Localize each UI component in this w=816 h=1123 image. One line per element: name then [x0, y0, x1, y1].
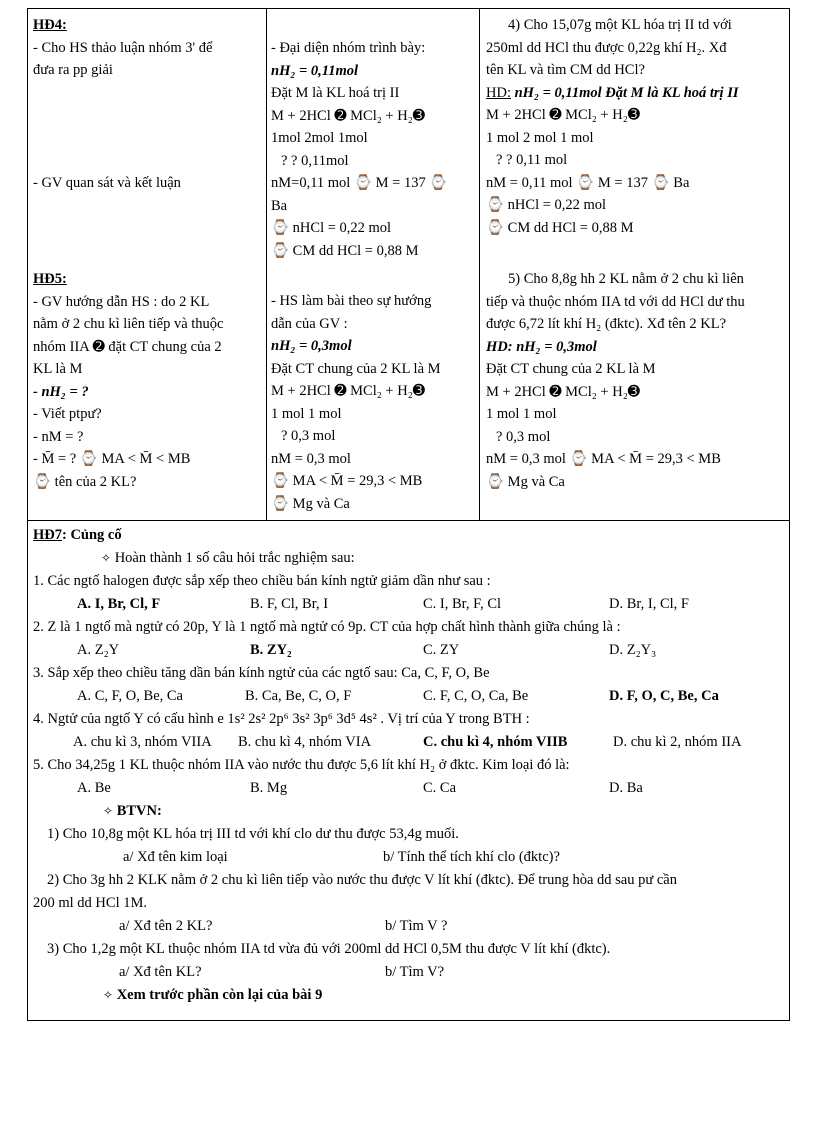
hd4-cm: ⌚ CM dd HCl = 0,88 M: [271, 242, 419, 259]
text-hd7-questions-3-opts-3: D. chu kì 2, nhóm IIA: [613, 734, 742, 750]
question-2-options: [33, 639, 783, 662]
text-hd7-btvn-2-q: 3) Cho 1,2g một KL thuộc nhóm IIA td vừa đủ với 200ml dd HCl 0,5M thu được V lít khí (đktc).: [47, 941, 611, 957]
section-divider: [27, 520, 790, 521]
text-hd7-questions-1-opts-2: C. ZY: [423, 642, 460, 658]
hd5-teacher-line-4: KL là M: [33, 361, 83, 377]
hd4-nm: nM=0,11 mol ⌚ M = 137 ⌚: [271, 175, 448, 191]
text-hd7-questions-4-opts-0: A. Be: [77, 780, 111, 796]
btvn-2-parts: [33, 915, 783, 938]
text-hd7-questions-4-opts-3: D. Ba: [609, 780, 643, 796]
hd4-hd-label: HD:: [486, 84, 511, 101]
text-hd7-btvn-1-b: b/ Tìm V ?: [385, 918, 448, 934]
star-icon: ✧: [103, 988, 114, 1002]
text-hd7-questions-2-opts-2: C. F, C, O, Ca, Be: [423, 688, 529, 704]
text-hd7-btvn-2-b: b/ Tìm V?: [385, 964, 445, 980]
text-hd7-questions-0-q: 1. Các ngtố halogen được sắp xếp theo chiều bán kính ngtử giảm dần như sau :: [33, 573, 491, 589]
question-4: [33, 708, 783, 731]
hd4-setm: Đặt M là KL hoá trị II: [271, 85, 400, 101]
btvn-2-cont: [33, 892, 783, 915]
question-2: [33, 616, 783, 639]
hd4-problem-column: [486, 14, 739, 239]
text-hd7-questions-3-opts-0: A. chu kì 3, nhóm VIIA: [73, 734, 212, 750]
hd4-teacher-line-1: - Cho HS thảo luận nhóm 3' để: [33, 39, 213, 56]
hd5-student-column: [271, 290, 441, 515]
text-hd7-questions-4-q: 5. Cho 34,25g 1 KL thuộc nhóm IIA vào nước thu được 5,6 lít khí H₂ ở đktc. Kim loại đó là:: [33, 757, 570, 773]
hd5-student-line-2: dẫn của GV :: [271, 315, 348, 332]
hd4-nhcl: ⌚ nHCl = 0,22 mol: [271, 220, 392, 236]
hd4-title: HĐ4:: [33, 17, 67, 33]
hd4-teacher-column: [33, 14, 212, 194]
hd4-problem-unknown: ? ? 0,11 mol: [496, 152, 568, 168]
text-hd7-btvn-0-a: a/ Xđ tên kim loại: [123, 849, 228, 865]
hd5-teacher-column: [33, 268, 223, 493]
column-divider-1: [266, 8, 267, 520]
hd5-problem-line-10: ⌚ Mg và Ca: [486, 473, 565, 490]
hd5-teacher-line-5: - nH₂ = ?: [33, 383, 89, 400]
text-hd7-questions-2-q: 3. Sắp xếp theo chiều tăng dần bán kính ngtử của các ngtố sau: Ca, C, F, O, Be: [33, 665, 490, 681]
btvn-1-parts: [33, 846, 783, 869]
hd7-section: [33, 524, 783, 1007]
hd5-teacher-line-2: nằm ở 2 chu kì liên tiếp và thuộc: [33, 316, 224, 332]
hd4-intro: - Đại diện nhóm trình bày:: [271, 40, 426, 56]
btvn-label: BTVN:: [116, 803, 162, 819]
text-hd7-btvn-1-q: 2) Cho 3g hh 2 KLK nằm ở 2 chu kì liên tiếp vào nước thu được V lít khí (đktc). Để trung hòa dd sau pư cần: [47, 872, 677, 888]
hd4-problem-nhcl: ⌚ nHCl = 0,22 mol: [486, 197, 607, 213]
text-hd7-questions-0-opts-0: A. I, Br, Cl, F: [77, 596, 161, 612]
question-1: [33, 570, 783, 593]
preview-note: Xem trước phần còn lại của bài 9: [116, 987, 323, 1003]
hd4-problem-line-3: tên KL và tìm CM dd HCl?: [486, 62, 645, 78]
hd5-teacher-line-8: - M̄ = ? ⌚ MA < M̄ < MB: [33, 451, 191, 467]
hd4-problem-equation: M + 2HCl ➋ MCl₂ + H₂➌: [486, 107, 640, 123]
text-hd7-questions-1-opts-3: D. Z₂Y₃: [609, 642, 657, 658]
hd5-student-line-4: Đặt CT chung của 2 KL là M: [271, 360, 441, 377]
hd5-problem-line-1: 5) Cho 8,8g hh 2 KL nằm ở 2 chu kì liên: [508, 271, 744, 287]
hd5-teacher-line-9: ⌚ tên của 2 KL?: [33, 473, 137, 490]
hd5-problem-line-3: được 6,72 lít khí H₂ (đktc). Xđ tên 2 KL?: [486, 316, 727, 332]
hd5-student-line-8: nM = 0,3 mol: [271, 450, 351, 467]
text-hd7-questions-3-opts-1: B. chu kì 4, nhóm VIA: [238, 734, 372, 750]
text-hd7-btvn-0-q: 1) Cho 10,8g một KL hóa trị III td với khí clo dư thu được 53,4g muối.: [47, 826, 459, 842]
hd4-problem-nm: nM = 0,11 mol ⌚ M = 137 ⌚ Ba: [486, 174, 690, 191]
text-hd7-questions-0-opts-2: C. I, Br, F, Cl: [423, 596, 502, 612]
hd4-moles: 1mol 2mol 1mol: [271, 130, 368, 146]
hd5-teacher-line-3: nhóm IIA ➋ đặt CT chung của 2: [33, 338, 222, 355]
hd5-teacher-line-6: - Viết ptpư?: [33, 406, 102, 422]
text-hd7-questions-4-opts-2: C. Ca: [423, 780, 457, 796]
question-1-options: [33, 593, 783, 616]
hd5-problem-line-7: 1 mol 1 mol: [486, 406, 557, 422]
btvn-2: [33, 869, 783, 892]
text-hd7-questions-2-opts-1: B. Ca, Be, C, O, F: [245, 688, 352, 704]
column-divider-2: [479, 8, 480, 520]
hd4-student-column: [271, 37, 447, 262]
hd5-student-line-7: ? 0,3 mol: [281, 428, 336, 444]
text-hd7-questions-0-opts-1: B. F, Cl, Br, I: [250, 596, 329, 612]
btvn-3-parts: [33, 961, 783, 984]
hd5-problem-line-5: Đặt CT chung của 2 KL là M: [486, 361, 656, 377]
hd5-problem-line-4: HD: nH₂ = 0,3mol: [486, 338, 597, 355]
text-hd7-questions-0-opts-3: D. Br, I, Cl, F: [609, 596, 689, 612]
hd4-given: nH₂ = 0,11mol: [271, 62, 359, 79]
hd7-title-rest: : Củng cố: [62, 527, 122, 543]
question-4-options: [33, 731, 783, 754]
hd7-intro: Hoàn thành 1 số câu hỏi trắc nghiệm sau:: [114, 550, 355, 566]
btvn-1: [33, 823, 783, 846]
hd5-problem-line-9: nM = 0,3 mol ⌚ MA < M̄ = 29,3 < MB: [486, 451, 721, 467]
hd5-problem-column: [486, 268, 745, 493]
hd4-equation: M + 2HCl ➋ MCl₂ + H₂➌: [271, 107, 425, 124]
text-hd7-btvn-0-b: b/ Tính thể tích khí clo (đktc)?: [383, 849, 560, 865]
hd5-student-line-9: ⌚ MA < M̄ = 29,3 < MB: [271, 473, 423, 489]
text-hd7-btvn-1-q2: 200 ml dd HCl 1M.: [33, 895, 147, 911]
question-3-options: [33, 685, 783, 708]
hd4-unknown: ? ? 0,11mol: [281, 152, 349, 169]
text-hd7-questions-1-q: 2. Z là 1 ngtố mà ngtử có 20p, Y là 1 ngtố mà ngtử có 9p. CT của hợp chất hình thành giữa chúng là :: [33, 619, 621, 635]
star-icon: ✧: [103, 804, 114, 818]
hd5-student-line-10: ⌚ Mg và Ca: [271, 495, 350, 512]
text-hd7-questions-2-opts-0: A. C, F, O, Be, Ca: [77, 688, 183, 704]
text-hd7-questions-1-opts-0: A. Z₂Y: [77, 642, 120, 658]
hd5-problem-line-6: M + 2HCl ➋ MCl₂ + H₂➌: [486, 383, 640, 400]
hd4-problem-moles: 1 mol 2 mol 1 mol: [486, 129, 594, 146]
hd4-problem-cm: ⌚ CM dd HCl = 0,88 M: [486, 219, 634, 236]
hd5-student-line-1: - HS làm bài theo sự hướng: [271, 293, 432, 309]
hd4-problem-given: nH₂ = 0,11mol Đặt M là KL hoá trị II: [514, 84, 739, 101]
hd4-teacher-line-3: - GV quan sát và kết luận: [33, 174, 181, 191]
hd7-title: HĐ7: [33, 527, 62, 543]
hd5-teacher-line-7: - nM = ?: [33, 428, 84, 445]
hd4-problem-line-2: 250ml dd HCl thu được 0,22g khí H₂. Xđ: [486, 39, 727, 56]
text-hd7-questions-2-opts-3: D. F, O, C, Be, Ca: [609, 688, 719, 704]
question-3: [33, 662, 783, 685]
hd5-student-line-3: nH₂ = 0,3mol: [271, 338, 352, 354]
text-hd7-questions-3-opts-2: C. chu kì 4, nhóm VIIB: [423, 734, 568, 750]
question-5-options: [33, 777, 783, 800]
star-icon: ✧: [101, 551, 112, 565]
hd5-problem-line-2: tiếp và thuộc nhóm IIA td với dd HCl dư thu: [486, 293, 745, 310]
hd4-problem-line-1: 4) Cho 15,07g một KL hóa trị II td với: [508, 17, 732, 33]
btvn-3: [33, 938, 783, 961]
hd4-ba: Ba: [271, 197, 288, 214]
question-5: [33, 754, 783, 777]
text-hd7-btvn-2-a: a/ Xđ tên KL?: [119, 964, 202, 980]
hd4-teacher-line-2: đưa ra pp giải: [33, 62, 113, 78]
hd5-title: HĐ5:: [33, 271, 67, 287]
text-hd7-questions-4-opts-1: B. Mg: [250, 780, 288, 796]
text-hd7-questions-3-q: 4. Ngtử của ngtố Y có cấu hình e 1s² 2s² 2p⁶ 3s² 3p⁶ 3d⁵ 4s² . Vị trí của Y trong BTH :: [33, 711, 530, 727]
hd5-student-line-5: M + 2HCl ➋ MCl₂ + H₂➌: [271, 383, 425, 399]
hd5-problem-line-8: ? 0,3 mol: [496, 428, 551, 445]
hd5-teacher-line-1: - GV hướng dẫn HS : do 2 KL: [33, 293, 210, 310]
text-hd7-questions-1-opts-1: B. ZY₂: [250, 642, 292, 658]
text-hd7-btvn-1-a: a/ Xđ tên 2 KL?: [119, 918, 213, 934]
hd5-student-line-6: 1 mol 1 mol: [271, 405, 342, 422]
